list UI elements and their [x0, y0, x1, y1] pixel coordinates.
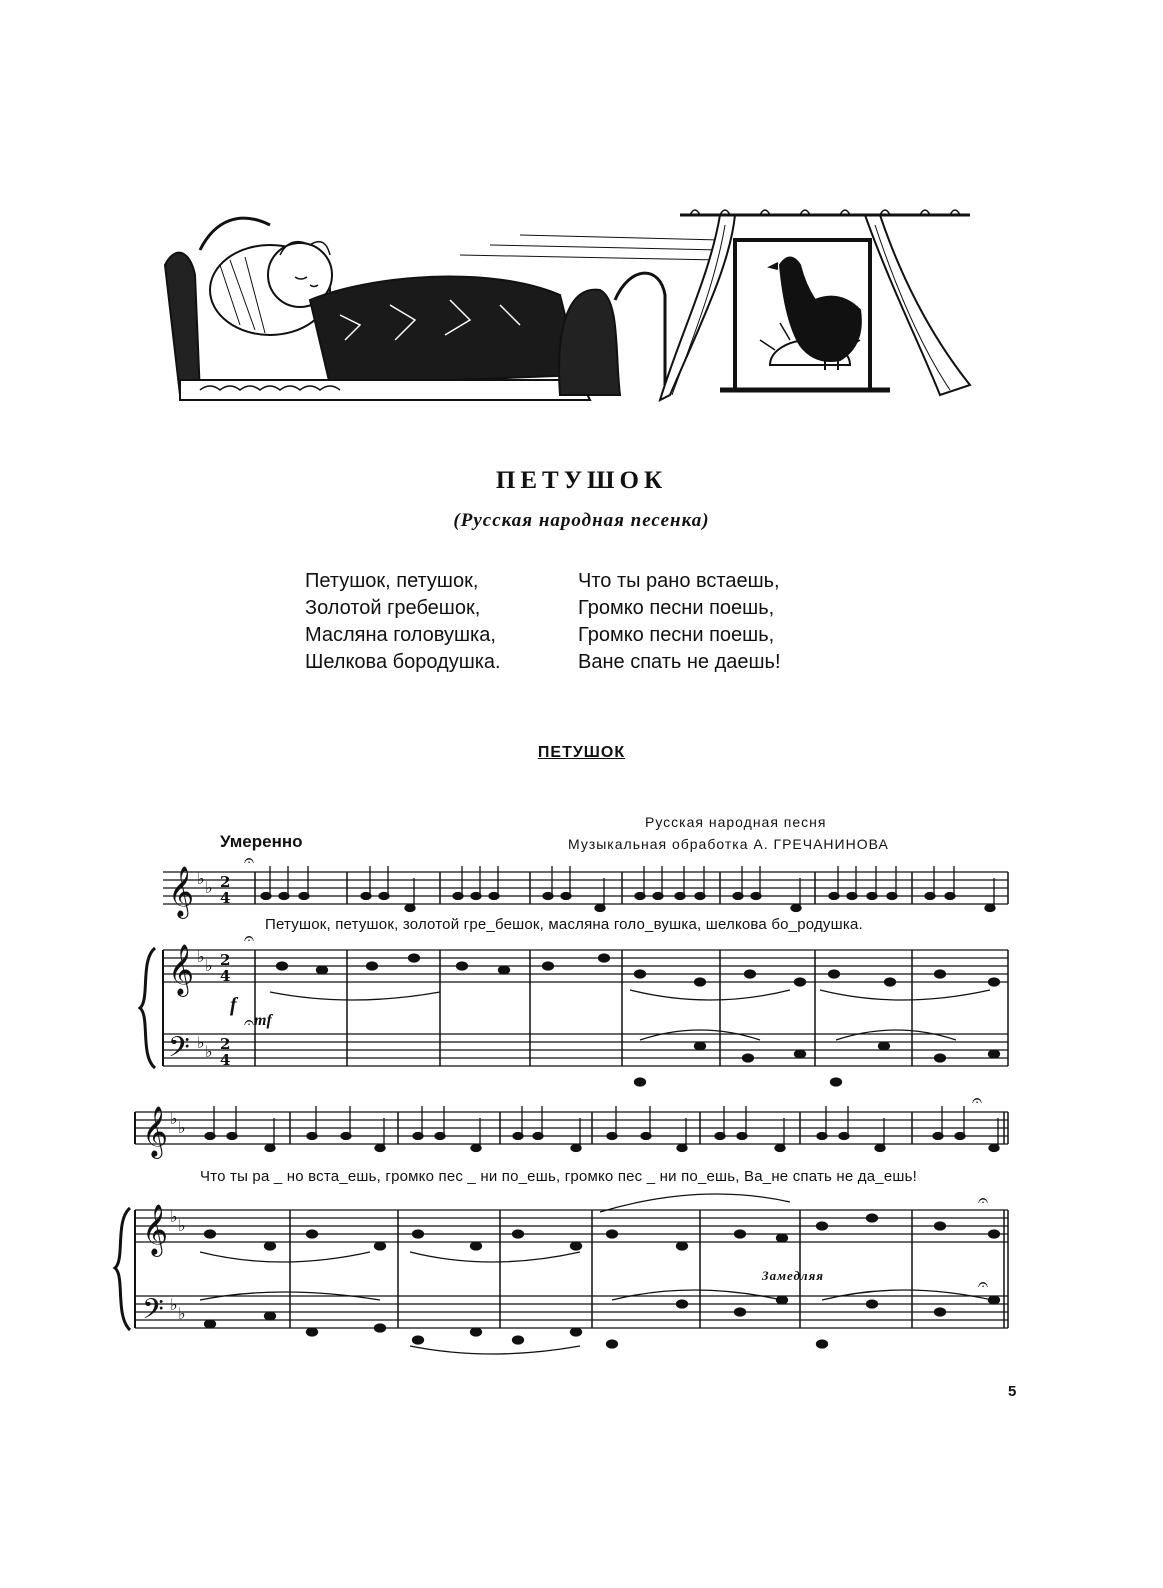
svg-text:♭: ♭ — [205, 1042, 213, 1061]
treble-clef-icon: 𝄞 — [168, 944, 195, 995]
fermata-icon: 𝄐 — [972, 1090, 983, 1111]
svg-text:♭: ♭ — [170, 1295, 178, 1314]
svg-text:♭: ♭ — [197, 869, 205, 888]
svg-text:♭: ♭ — [178, 1216, 186, 1235]
poem-line: Шелкова бородушка. — [305, 651, 501, 673]
piano-brace — [140, 948, 155, 1068]
score-credit-arranger: Музыкальная обработка А. ГРЕЧАНИНОВА — [568, 836, 889, 852]
poem-line: Петушок, петушок, — [305, 570, 479, 592]
piano-brace — [115, 1208, 130, 1330]
svg-text:2: 2 — [220, 1035, 231, 1053]
svg-text:4: 4 — [220, 967, 231, 985]
poem-title: ПЕТУШОК — [495, 467, 668, 494]
treble-clef-icon: 𝄞 — [168, 866, 195, 917]
treble-clef-icon: 𝄞 — [142, 1106, 169, 1157]
svg-text:♭: ♭ — [197, 1033, 205, 1052]
dynamic-forte: f — [230, 994, 237, 1016]
voice-staff-1 — [163, 872, 1008, 904]
poem-line: Громко песни поешь, — [578, 597, 775, 619]
svg-text:♭: ♭ — [205, 878, 213, 897]
svg-text:♭: ♭ — [178, 1304, 186, 1323]
svg-text:♭: ♭ — [170, 1207, 178, 1226]
poem-line: Золотой гребешок, — [305, 597, 481, 619]
score-credit-origin: Русская народная песня — [645, 814, 827, 830]
tempo-marking: Умеренно — [220, 832, 303, 851]
svg-text:4: 4 — [220, 1051, 231, 1069]
piano-treble-staff-2 — [135, 1210, 1008, 1242]
voice-staff-2 — [135, 1112, 1008, 1144]
poem-line: Ване спать не даешь! — [578, 651, 781, 673]
voice-notes-1 — [261, 866, 995, 912]
fermata-icon: 𝄐 — [244, 928, 255, 949]
poem-line: Что ты рано встаешь, — [578, 570, 780, 592]
poem-subtitle: (Русская народная песенка) — [453, 510, 710, 531]
svg-text:2: 2 — [220, 951, 231, 969]
page-number: 5 — [1008, 1383, 1017, 1400]
svg-text:♭: ♭ — [197, 947, 205, 966]
ritardando-marking: Замедляя — [762, 1268, 824, 1283]
system-1-symbols — [168, 850, 254, 1071]
voice-notes-2 — [205, 1106, 999, 1152]
fermata-icon: 𝄐 — [978, 1190, 989, 1211]
piano-bass-staff-2 — [135, 1296, 1008, 1328]
svg-text:4: 4 — [220, 889, 231, 907]
dynamic-mezzo-forte: mf — [254, 1012, 272, 1029]
poem-line: Громко песни поешь, — [578, 624, 775, 646]
svg-text:♭: ♭ — [205, 956, 213, 975]
treble-clef-icon: 𝄞 — [142, 1204, 169, 1255]
lyrics-line-1: Петушок, петушок, золотой гре_бешок, масляна голо_вушка, шелкова бо_родушка. — [265, 916, 863, 933]
piano-treble-staff-1 — [163, 950, 1008, 982]
fermata-icon: 𝄐 — [244, 1012, 255, 1033]
fermata-icon: 𝄐 — [978, 1274, 989, 1295]
svg-text:2: 2 — [220, 873, 231, 891]
svg-text:♭: ♭ — [170, 1109, 178, 1128]
svg-text:♭: ♭ — [178, 1118, 186, 1137]
lyrics-line-2: Что ты ра _ но вста_ешь, громко пес _ ни по_ешь, громко пес _ ни по_ешь, Ва_не спать не да_ешь! — [200, 1168, 917, 1185]
bass-clef-icon: 𝄢 — [142, 1293, 164, 1333]
poem-line: Масляна головушка, — [305, 624, 496, 646]
system-1 — [140, 872, 1008, 1068]
fermata-icon: 𝄐 — [244, 850, 255, 871]
score-title: ПЕТУШОК — [537, 744, 626, 761]
bass-clef-icon: 𝄢 — [168, 1031, 190, 1071]
